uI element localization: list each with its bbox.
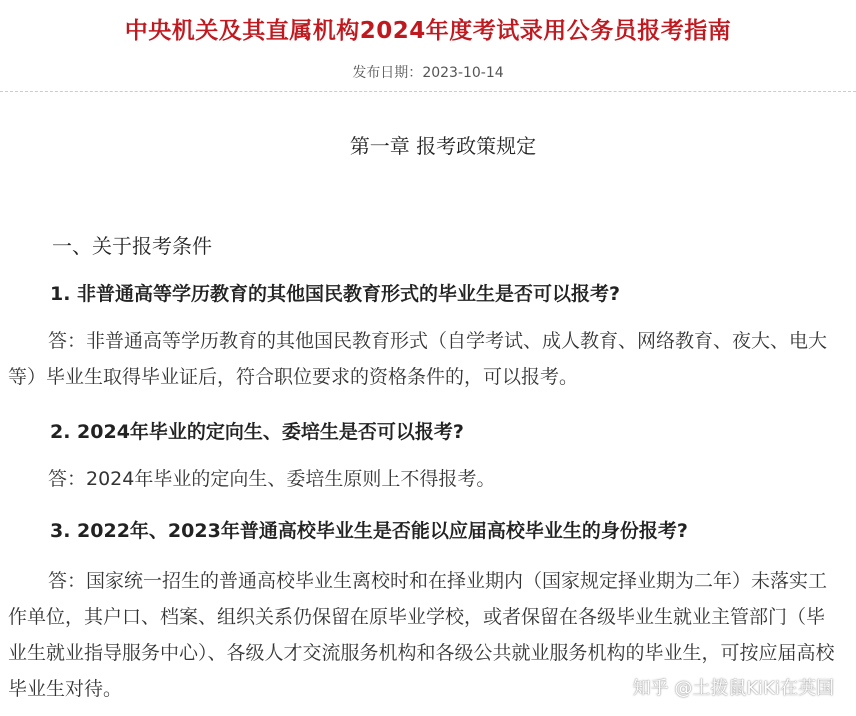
question-2: 2. 2024年毕业的定向生、委培生是否可以报考? [50, 421, 464, 443]
page-title: 中央机关及其直属机构2024年度考试录用公务员报考指南 [124, 18, 732, 44]
answer-3: 答：国家统一招生的普通高校毕业生离校时和在择业期内（国家规定择业期为二年）未落实工作单位，其户口、档案、组织关系仍保留在原毕业学校，或者保留在各级毕业生就业主管部门（毕业生就业指导服务中心）、各级人才交流服务机构和各级公共就业服务机构的毕业生，可按应届高校毕业生对待。 [8, 570, 835, 700]
answer-1: 答：非普通高等学历教育的其他国民教育形式（自学考试、成人教育、网络教育、夜大、电大等）毕业生取得毕业证后，符合职位要求的资格条件的，可以报考。 [8, 330, 828, 388]
watermark: 知乎 @土拨鼠KiKi在英国 [632, 678, 834, 699]
question-3: 3. 2022年、2023年普通高校毕业生是否能以应届高校毕业生的身份报考? [50, 520, 688, 542]
publish-date-label: 发布日期： [352, 65, 423, 81]
question-1: 1. 非普通高等学历教育的其他国民教育形式的毕业生是否可以报考? [50, 283, 621, 305]
divider [0, 91, 856, 92]
publish-date [0, 62, 856, 82]
chapter-heading: 第一章 报考政策规定 [349, 134, 537, 158]
section-heading: 一、关于报考条件 [52, 234, 212, 258]
publish-date-value: 2023-10-14 [422, 65, 504, 81]
answer-2: 答：2024年毕业的定向生、委培生原则上不得报考。 [48, 468, 496, 490]
